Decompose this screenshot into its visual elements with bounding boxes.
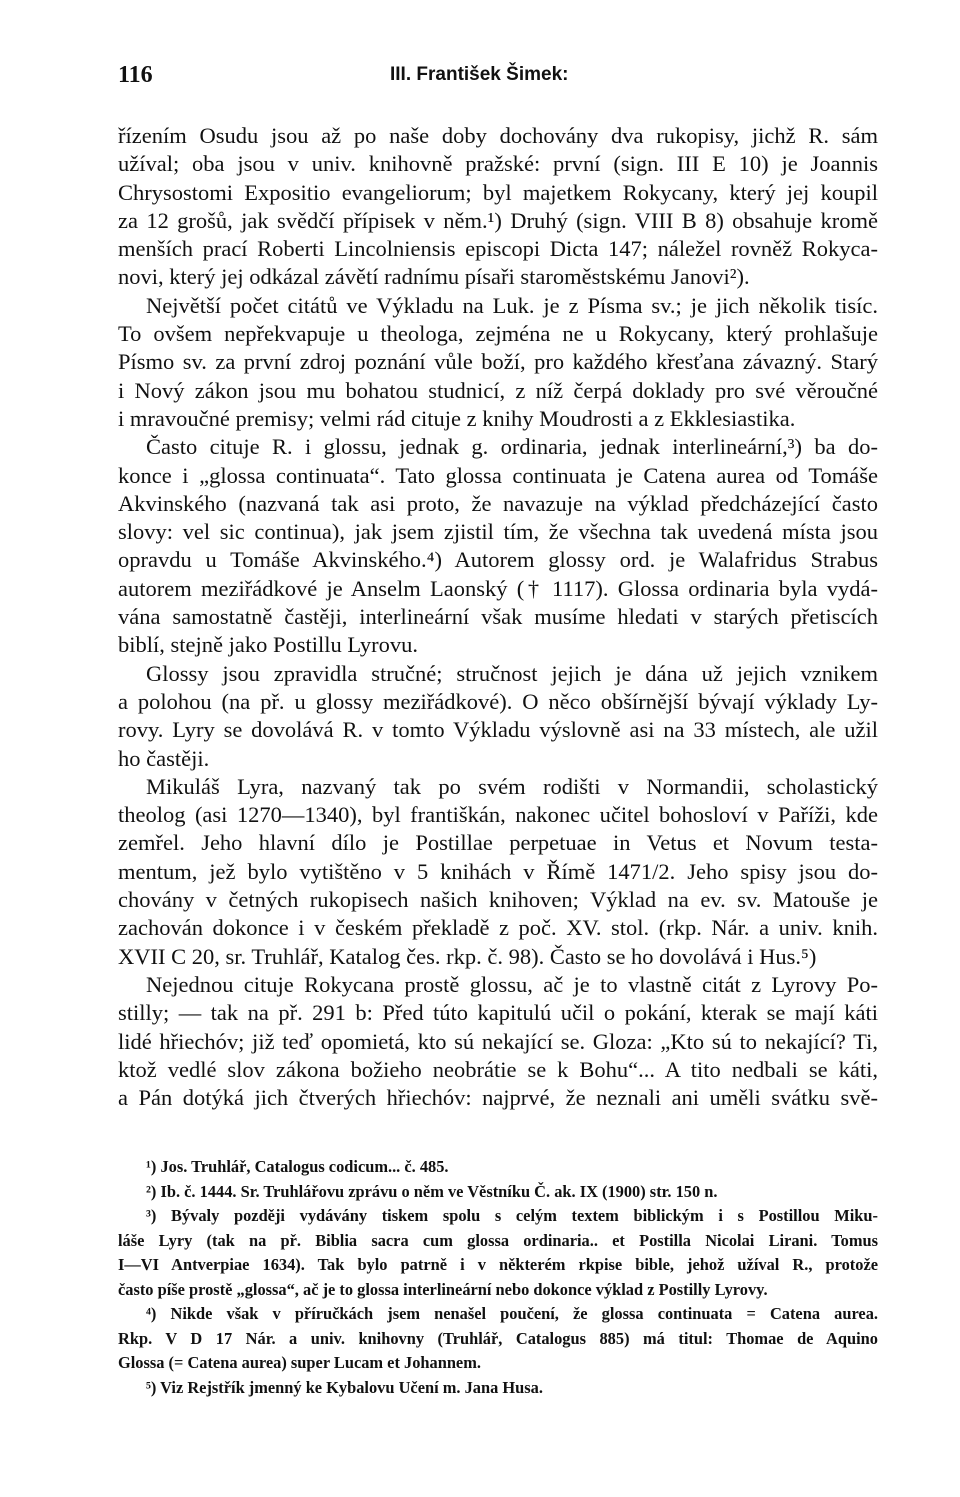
body-line: biblí, stejně jako Postillu Lyrovu.: [118, 632, 418, 658]
body-line: Často cituje R. i glossu, jednak g. ordinaria, jednak interlineární,³) ba do-: [146, 434, 878, 460]
body-line: opravdu u Tomáše Akvinského.⁴) Autorem glossy ord. je Walafridus Strabus: [118, 547, 878, 573]
body-line: Mikuláš Lyra, nazvaný tak po svém rodišti v Normandii, scholastický: [146, 773, 878, 799]
footnote-line: I—VI Antverpiae 1634). Tak bylo patrně i v některém rkpise bible, jehož užíval R., protože: [118, 1255, 878, 1274]
body-line: i Nový zákon jsou mu bohatou studnicí, z níž čerpá doklady pro své věroučné: [118, 377, 878, 403]
body-line: ktož vedlé slov zákona božieho neobrátie se k Bohu“... A tito nedbali se káti,: [118, 1056, 878, 1082]
body-line: lidé hřiechóv; již teď opomietá, kto sú nekající se. Gloza: „Kto sú to nekající? Ti,: [118, 1028, 878, 1054]
body-line: užíval; oba jsou v univ. knihovně pražské: první (sign. III E 10) je Joannis: [118, 151, 878, 177]
body-line: a polohou (na př. u glossy meziřádkové). O něco obšírnější bývají výklady Ly-: [118, 688, 878, 714]
body-line: konce i „glossa continuata“. Tato glossa continuata je Catena aurea od Tomáše: [118, 462, 878, 488]
footnote-line: láše Lyry (tak na př. Biblia sacra cum glossa ordinaria.. et Postilla Nicolai Lirani. Tomus: [118, 1230, 878, 1250]
body-line: chovány v četných rukopisech našich knihoven; Výklad na ev. sv. Matouše je: [118, 887, 878, 913]
body-line: Písmo sv. za první zdroj poznání vůle boží, pro každého křesťana závazný. Starý: [118, 349, 878, 375]
body-line: Glossy jsou zpravidla stručné; stručnost jejich je dána už jejich vznikem: [146, 660, 878, 686]
body-line: Největší počet citátů ve Výkladu na Luk. je z Písma sv.; je jich několik tisíc.: [146, 292, 878, 318]
running-head: III. František Šimek:: [390, 64, 569, 85]
body-line: ho častěji.: [118, 745, 210, 771]
footnotes: [118, 1155, 878, 1400]
body-line: Nejednou cituje Rokycana prostě glossu, ač je to vlastně citát z Lyrovy Po-: [146, 971, 878, 997]
body-line: Akvinského (nazvaná tak asi proto, že navazuje na výklad předcházející často: [118, 490, 878, 516]
footnote-line: často píše prostě „glossa“, ač je to glossa interlineární nebo dokonce výklad z Postilly Lyrovy.: [118, 1279, 768, 1299]
body-line: mentum, jež bylo vytištěno v 5 knihách v Římě 1471/2. Jeho spisy jsou do-: [118, 858, 878, 884]
body-line: menších prací Roberti Lincolniensis episcopi Dicta 147; náležel rovněž Rokyca-: [118, 236, 878, 262]
footnote-line: ⁵) Viz Rejstřík jmenný ke Kybalovu Učení m. Jana Husa.: [146, 1377, 543, 1397]
body-line: vána samostatně častěji, interlineární však musíme hledati v starých přetiscích: [118, 604, 878, 630]
body-line: a Pán dotýká jich čtverých hřiechóv: najprvé, že neznali ani uměli svátku svě-: [118, 1085, 878, 1111]
page-header: [118, 62, 878, 98]
body-line: To ovšem nepřekvapuje u theologa, zejména ne u Rokycany, který prohlašuje: [118, 321, 878, 347]
footnote-line: ¹) Jos. Truhlář, Catalogus codicum... č. 485.: [146, 1157, 449, 1176]
body-line: rovy. Lyry se dovolává R. v tomto Výkladu výslovně asi na 33 místech, ale užil: [118, 717, 878, 743]
body-line: stilly; — tak na př. 291 b: Před túto kapitulú učil o pokání, kterak se mají káti: [118, 1000, 878, 1026]
body-line: Chrysostomi Expositio evangeliorum; byl majetkem Rokycany, který jej koupil: [118, 179, 878, 205]
footnote-line: ⁴) Nikde však v příručkách jsem nenašel poučení, že glossa continuata = Catena aurea.: [146, 1304, 878, 1323]
footnote-line: ³) Bývaly později vydávány tiskem spolu s celým textem biblickým i s Postillou Miku-: [146, 1206, 878, 1225]
footnote-line: ²) Ib. č. 1444. Sr. Truhlářovu zprávu o něm ve Věstníku Č. ak. IX (1900) str. 150 n.: [146, 1181, 718, 1201]
body-line: řízením Osudu jsou až po naše doby dochovány dva rukopisy, jichž R. sám: [118, 123, 878, 148]
page-number: 116: [118, 62, 153, 88]
body-line: theolog (asi 1270—1340), byl františkán, nakonec učitel bohosloví v Paříži, kde: [118, 802, 878, 828]
body-line: novi, který jej odkázal závětí radnímu písaři staroměstskému Janovi²).: [118, 264, 750, 290]
footnote-line: Rkp. V D 17 Nár. a univ. knihovny (Truhlář, Catalogus 885) má titul: Thomae de Aquino: [118, 1328, 878, 1348]
body-line: zachován dokonce i v českém překladě z poč. XV. stol. (rkp. Nár. a univ. knih.: [118, 915, 878, 941]
body-line: autorem meziřádkové je Anselm Laonský († 1117). Glossa ordinaria byla vydá-: [118, 575, 878, 601]
body-line: XVII C 20, sr. Truhlář, Katalog čes. rkp. č. 98). Často se ho dovolává i Hus.⁵): [118, 943, 817, 969]
body-text: [118, 122, 878, 1112]
footnote-line: Glossa (= Catena aurea) super Lucam et Johannem.: [118, 1353, 481, 1372]
body-line: i mravoučné premisy; velmi rád cituje z knihy Moudrosti a z Ekklesiastika.: [118, 405, 796, 431]
body-line: slovy: vel sic continua), jak jsem zjistil tím, že všechna tak uvedená místa jsou: [118, 519, 878, 545]
body-line: za 12 grošů, jak svědčí přípisek v něm.¹) Druhý (sign. VIII B 8) obsahuje kromě: [118, 207, 878, 233]
body-line: zemřel. Jeho hlavní dílo je Postillae perpetuae in Vetus et Novum testa-: [118, 830, 878, 856]
